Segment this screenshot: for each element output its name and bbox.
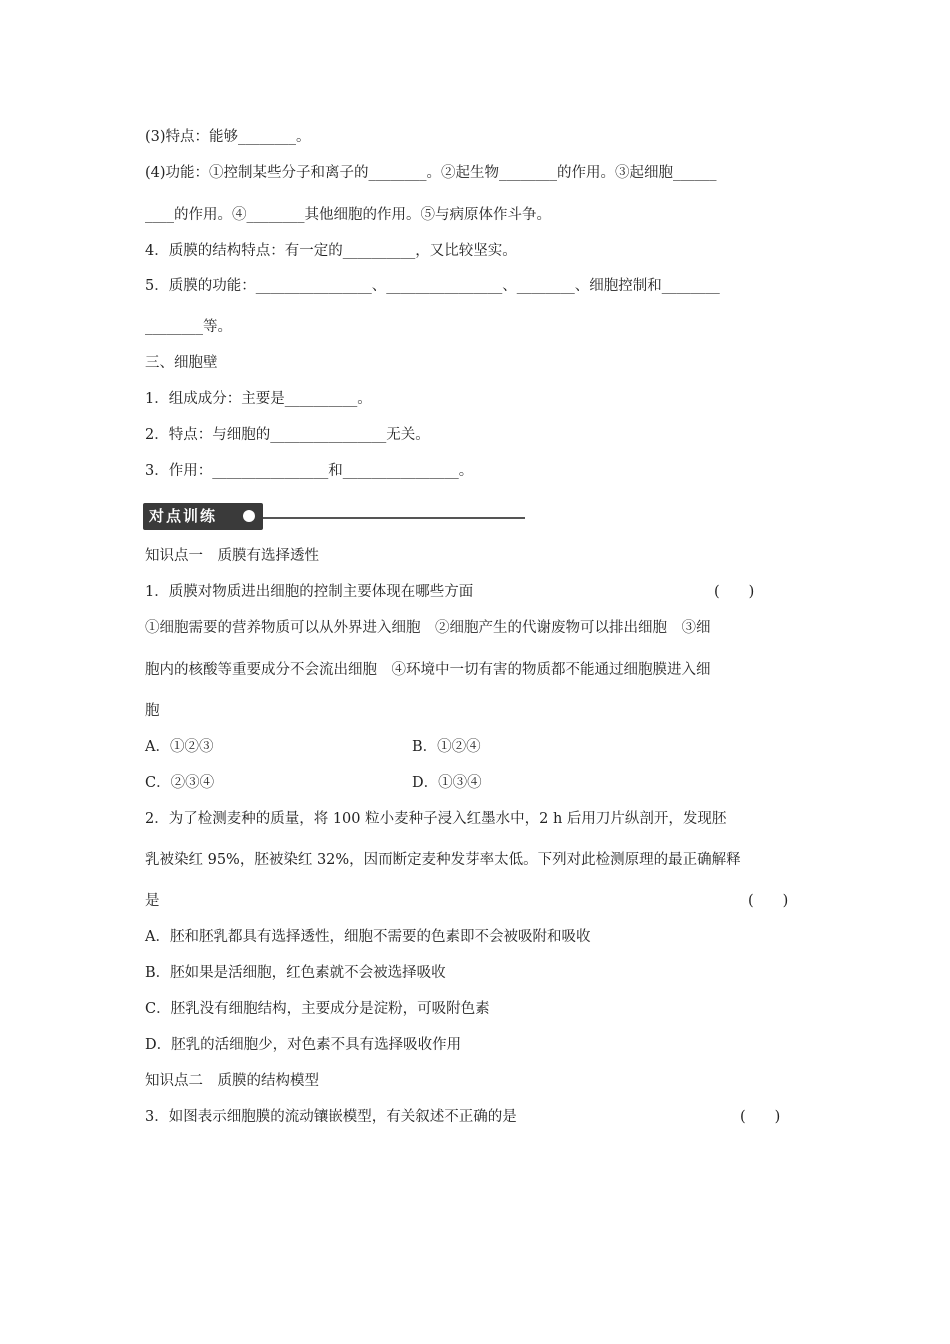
option-d: D．①③④ <box>412 775 482 791</box>
question-stem: 2．为了检测麦种的质量，将 100 粒小麦种子浸入红墨水中，2 h 后用刀片纵剖开，发现胚 <box>145 811 727 827</box>
question-body: 胞内的核酸等重要成分不会流出细胞 ④环境中一切有害的物质都不能通过细胞膜进入细 <box>145 662 711 678</box>
text-line: ____的作用。④________其他细胞的作用。⑤与病原体作斗争。 <box>145 207 551 223</box>
answer-paren: ( ) <box>740 1109 781 1125</box>
text-line: 3．作用：________________和________________。 <box>145 463 474 479</box>
text-line: ________等。 <box>145 319 232 335</box>
banner-label: 对点训练 <box>143 503 263 530</box>
question-body: 胞 <box>145 703 160 719</box>
text-line: 1．组成成分：主要是__________。 <box>145 391 372 407</box>
text-line: (3)特点：能够________。 <box>145 129 311 145</box>
option-c: C．胚乳没有细胞结构，主要成分是淀粉，可吸附色素 <box>145 1001 490 1017</box>
banner-dot-icon <box>243 510 255 522</box>
option-a: A．胚和胚乳都具有选择透性，细胞不需要的色素即不会被吸附和吸收 <box>145 929 591 945</box>
question-body: ①细胞需要的营养物质可以从外界进入细胞 ②细胞产生的代谢废物可以排出细胞 ③细 <box>145 620 711 636</box>
option-a: A．①②③ <box>145 739 214 755</box>
question-stem: 乳被染红 95%，胚被染红 32%，因而断定麦种发芽率太低。下列对此检测原理的最正确解释 <box>145 852 741 868</box>
text-line: 2．特点：与细胞的________________无关。 <box>145 427 430 443</box>
section-heading: 三、细胞壁 <box>145 355 218 371</box>
answer-paren: ( ) <box>748 893 789 909</box>
question-stem: 是 <box>145 893 160 909</box>
knowledge-point-heading: 知识点一 质膜有选择透性 <box>145 548 319 564</box>
option-d: D．胚乳的活细胞少，对色素不具有选择吸收作用 <box>145 1037 462 1053</box>
question-stem: 1．质膜对物质进出细胞的控制主要体现在哪些方面 <box>145 584 474 600</box>
text-line: 4．质膜的结构特点：有一定的__________，又比较坚实。 <box>145 243 517 259</box>
knowledge-point-heading: 知识点二 质膜的结构模型 <box>145 1073 319 1089</box>
question-stem: 3．如图表示细胞膜的流动镶嵌模型，有关叙述不正确的是 <box>145 1109 517 1125</box>
answer-paren: ( ) <box>714 584 755 600</box>
option-b: B．①②④ <box>412 739 481 755</box>
text-line: 5．质膜的功能：________________、________________、________、细胞控制和________ <box>145 278 720 294</box>
option-c: C．②③④ <box>145 775 215 791</box>
text-line: (4)功能：①控制某些分子和离子的________。②起生物________的作用。③起细胞______ <box>145 165 717 181</box>
option-b: B．胚如果是活细胞，红色素就不会被选择吸收 <box>145 965 446 981</box>
banner-divider <box>263 517 525 519</box>
